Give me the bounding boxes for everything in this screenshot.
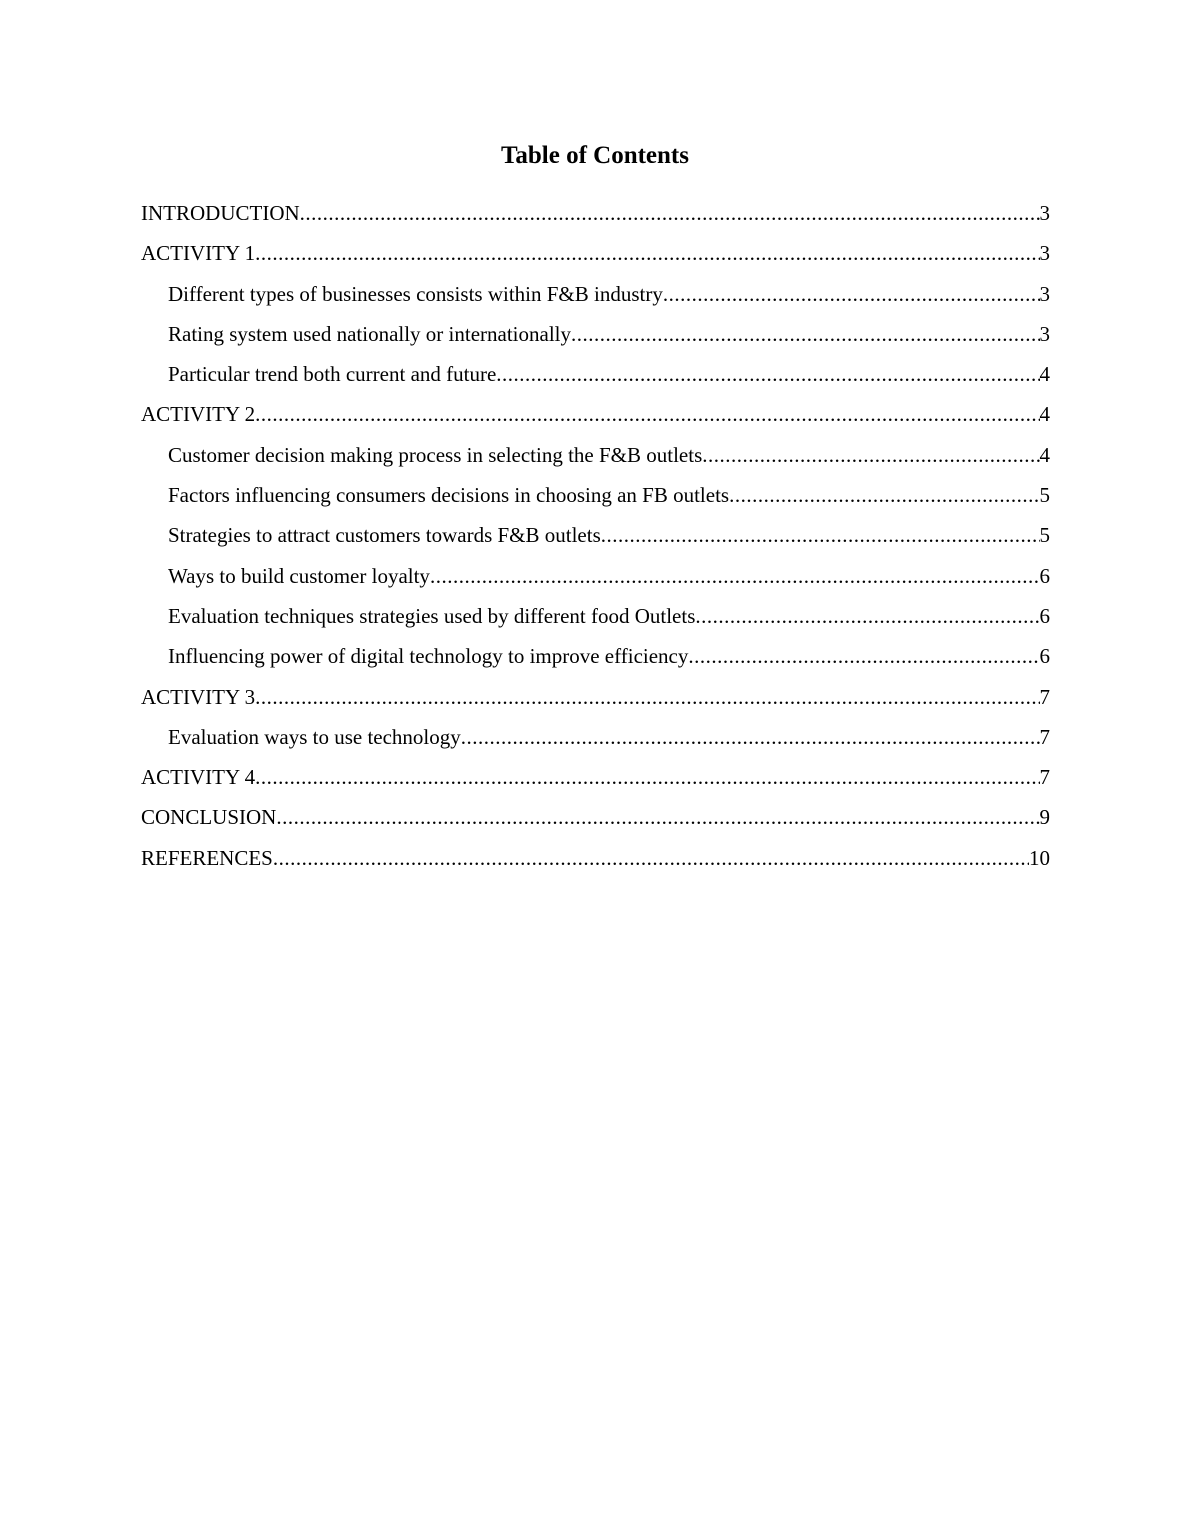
toc-entry-text: Rating system used nationally or internationally (168, 321, 572, 346)
toc-page-number: 9 (1039, 805, 1050, 830)
toc-entry-text: ACTIVITY 2 (141, 402, 256, 427)
toc-entry-text: Strategies to attract customers towards F&B outlets (168, 523, 601, 548)
toc-dot-leader (430, 560, 1040, 592)
toc-entry-text: Ways to build customer loyalty (168, 563, 430, 588)
toc-entry-text: REFERENCES (141, 845, 273, 870)
toc-dot-leader (688, 640, 1039, 672)
toc-page-number: 4 (1039, 442, 1050, 467)
toc-page-number: 6 (1039, 644, 1050, 669)
toc-dot-leader (571, 318, 1039, 350)
toc-entry-subsection[interactable] (141, 640, 1050, 680)
toc-dot-leader (276, 801, 1039, 833)
toc-entry-text: Different types of businesses consists within F&B industry (168, 281, 663, 306)
toc-entry-subsection[interactable] (141, 560, 1050, 600)
toc-entry-subsection[interactable] (141, 318, 1050, 358)
toc-entry-text: Factors influencing consumers decisions in choosing an FB outlets (168, 483, 730, 508)
toc-entry-subsection[interactable] (141, 358, 1050, 398)
toc-entry-section[interactable] (141, 237, 1050, 277)
toc-list (141, 197, 1050, 882)
toc-entry-text: ACTIVITY 3 (141, 684, 256, 709)
toc-entry-subsection[interactable] (141, 278, 1050, 318)
toc-entry-text: ACTIVITY 1 (141, 241, 256, 266)
toc-dot-leader (461, 721, 1040, 753)
toc-entry-section[interactable] (141, 681, 1050, 721)
toc-dot-leader (300, 197, 1040, 229)
toc-page-number: 5 (1039, 483, 1050, 508)
toc-entry-section[interactable] (141, 842, 1050, 882)
toc-entry-subsection[interactable] (141, 439, 1050, 479)
toc-dot-leader (601, 519, 1040, 551)
toc-entry-text: INTRODUCTION (141, 201, 300, 225)
toc-dot-leader (255, 398, 1039, 430)
toc-entry-section[interactable] (141, 197, 1050, 237)
toc-dot-leader (695, 600, 1039, 632)
toc-entry-text: Customer decision making process in selecting the F&B outlets (168, 442, 703, 467)
toc-entry-text: ACTIVITY 4 (141, 765, 256, 790)
toc-title: Table of Contents (501, 142, 689, 169)
toc-entry-text: Evaluation ways to use technology (168, 724, 461, 749)
toc-page-number: 3 (1039, 321, 1050, 346)
toc-entry-text: CONCLUSION (141, 805, 277, 830)
toc-page-number: 10 (1029, 845, 1050, 870)
toc-page-number: 3 (1039, 201, 1050, 225)
toc-entry-text: Particular trend both current and future (168, 362, 497, 387)
toc-page-number: 3 (1039, 241, 1050, 266)
toc-page-number: 7 (1039, 684, 1050, 709)
toc-page-number: 7 (1039, 724, 1050, 749)
toc-dot-leader (273, 842, 1029, 874)
toc-dot-leader (255, 681, 1039, 713)
toc-entry-subsection[interactable] (141, 479, 1050, 519)
toc-entry-section[interactable] (141, 398, 1050, 438)
toc-dot-leader (663, 278, 1040, 310)
toc-entry-subsection[interactable] (141, 600, 1050, 640)
toc-page-number: 5 (1039, 523, 1050, 548)
toc-page-number: 4 (1039, 402, 1050, 427)
toc-page-number: 4 (1039, 362, 1050, 387)
toc-dot-leader (729, 479, 1039, 511)
toc-dot-leader (255, 237, 1039, 269)
toc-dot-leader (702, 439, 1039, 471)
toc-dot-leader (496, 358, 1039, 390)
toc-entry-subsection[interactable] (141, 721, 1050, 761)
toc-entry-subsection[interactable] (141, 519, 1050, 559)
toc-page-number: 6 (1039, 563, 1050, 588)
toc-dot-leader (255, 761, 1039, 793)
toc-entry-section[interactable] (141, 761, 1050, 801)
toc-entry-section[interactable] (141, 801, 1050, 841)
toc-entry-text: Evaluation techniques strategies used by different food Outlets (168, 603, 696, 628)
toc-page-number: 3 (1039, 281, 1050, 306)
toc-page-number: 7 (1039, 765, 1050, 790)
toc-page-number: 6 (1039, 603, 1050, 628)
toc-entry-text: Influencing power of digital technology to improve efficiency (168, 644, 689, 669)
